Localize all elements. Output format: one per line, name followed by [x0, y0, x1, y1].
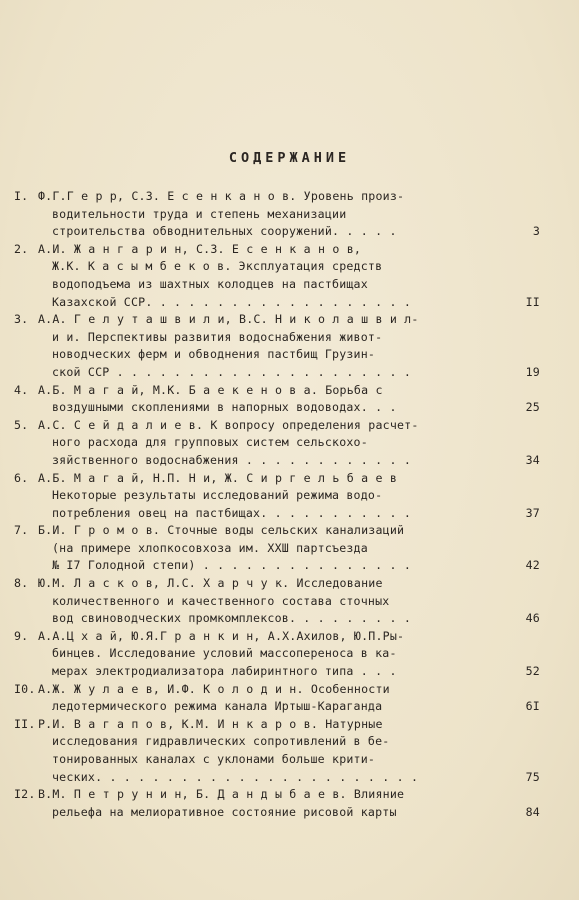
- entry-text-line: Казахской ССР. . . . . . . . . . . . . . . . . . .: [52, 294, 412, 309]
- entry-line: [14, 716, 574, 734]
- entry-line: [14, 294, 574, 312]
- entry-text-line: тонированных каналах с уклонами больше крити-: [52, 752, 376, 766]
- entry-line: [14, 206, 574, 224]
- entry-line: [14, 223, 574, 241]
- entry-line: [14, 698, 574, 716]
- entry-line: [14, 470, 574, 488]
- contents-entry: [14, 382, 574, 417]
- entry-line: [14, 346, 574, 364]
- entry-page-number: 3: [532, 224, 540, 239]
- entry-number: 9.: [14, 628, 29, 643]
- entry-page-number: 37: [525, 505, 540, 520]
- entry-line: [14, 663, 574, 681]
- entry-line: [14, 593, 574, 611]
- entry-text-line: ного расхода для групповых систем сельскохо-: [52, 435, 368, 450]
- contents-entry: [14, 311, 574, 381]
- contents-entry: [14, 716, 574, 786]
- entry-number: 7.: [14, 523, 29, 538]
- entry-line: [14, 452, 574, 470]
- entry-text-line: количественного и качественного состава сточных: [52, 593, 390, 608]
- entry-text-line: Некоторые результаты исследований режима водо-: [52, 488, 383, 503]
- entry-page-number: 25: [525, 400, 540, 415]
- entry-number: 8.: [14, 576, 29, 591]
- entry-text-line: (на примере хлопкосовхоза им. XXШ партсъезда: [52, 540, 368, 555]
- entry-text-line: А.Б. М а г а й, Н.П. Н и, Ж. С и р г е л ь б а е в: [38, 470, 398, 485]
- entry-page-number: 34: [525, 452, 540, 467]
- entry-text-line: А.И. Ж а н г а р и н, С.З. Е с е н к а н о в,: [38, 241, 362, 256]
- entry-text-line: потребления овец на пастбищах. . . . . . . . . . .: [52, 505, 412, 520]
- entry-text-line: А.А. Г е л у т а ш в и л и, В.С. Н и к о л а ш в и л-: [38, 312, 419, 327]
- entry-number: 6.: [14, 470, 29, 485]
- entry-line: [14, 522, 574, 540]
- entry-text-line: Б.И. Г р о м о в. Сточные воды сельских канализаций: [38, 523, 405, 538]
- entry-text-line: А.Б. М а г а й, М.К. Б а е к е н о в а. Борьба с: [38, 382, 383, 397]
- entry-line: [14, 241, 574, 259]
- entry-number: II.: [14, 716, 36, 731]
- contents-entry: [14, 188, 574, 241]
- entry-text-line: А.С. С е й д а л и е в. К вопросу определения расчет-: [38, 417, 419, 432]
- entry-page-number: 42: [525, 558, 540, 573]
- entry-line: [14, 311, 574, 329]
- entry-page-number: 46: [525, 611, 540, 626]
- entry-line: [14, 610, 574, 628]
- entry-text-line: мерах электродиализатора лабиринтного типа . . .: [52, 664, 397, 679]
- entry-line: [14, 769, 574, 787]
- entry-text-line: ской ССР . . . . . . . . . . . . . . . . . . . . .: [52, 364, 412, 379]
- contents-entry: [14, 417, 574, 470]
- entry-page-number: 75: [525, 769, 540, 784]
- entry-line: [14, 382, 574, 400]
- entry-page-number: 6I: [525, 699, 540, 714]
- contents-list: [14, 188, 574, 821]
- contents-entry: [14, 628, 574, 681]
- entry-line: [14, 505, 574, 523]
- entry-text-line: бинцев. Исследование условий массопереноса в ка-: [52, 646, 397, 661]
- entry-text-line: строительства обводнительных сооружений. . . . .: [52, 224, 397, 239]
- entry-line: [14, 258, 574, 276]
- entry-line: [14, 628, 574, 646]
- entry-text-line: Ж.К. К а с ы м б е к о в. Эксплуатация средств: [52, 259, 383, 274]
- entry-line: [14, 557, 574, 575]
- entry-line: [14, 751, 574, 769]
- entry-line: [14, 399, 574, 417]
- entry-text-line: исследования гидравлических сопротивлений в бе-: [52, 734, 390, 749]
- entry-line: [14, 487, 574, 505]
- entry-text-line: новодческих ферм и обводнения пастбищ Грузин-: [52, 347, 376, 362]
- entry-line: [14, 645, 574, 663]
- entry-text-line: В.М. П е т р у н и н, Б. Д а н д ы б а е в. Влияние: [38, 787, 405, 802]
- entry-text-line: ледотермического режима канала Иртыш-Караганда: [52, 699, 383, 714]
- entry-number: I.: [14, 189, 29, 203]
- contents-entry: [14, 681, 574, 716]
- contents-entry: [14, 786, 574, 821]
- entry-text-line: № I7 Голодной степи) . . . . . . . . . . . . . . .: [52, 558, 412, 573]
- entry-text-line: А.А.Ц х а й, Ю.Я.Г р а н к и н, А.Х.Ахилов, Ю.П.Ры-: [38, 628, 405, 643]
- entry-page-number: II: [525, 294, 540, 309]
- entry-line: [14, 364, 574, 382]
- contents-entry: [14, 241, 574, 311]
- entry-number: I0.: [14, 681, 36, 696]
- entry-line: [14, 540, 574, 558]
- entry-page-number: 84: [525, 804, 540, 819]
- entry-text-line: Ю.М. Л а с к о в, Л.С. Х а р ч у к. Исследование: [38, 576, 383, 591]
- entry-line: [14, 733, 574, 751]
- contents-entry: [14, 470, 574, 523]
- entry-number: 2.: [14, 241, 29, 256]
- entry-text-line: вод свиноводческих промкомплексов. . . . . . . . .: [52, 611, 412, 626]
- entry-line: [14, 329, 574, 347]
- entry-line: [14, 804, 574, 822]
- entry-text-line: А.Ж. Ж у л а е в, И.Ф. К о л о д и н. Особенности: [38, 681, 390, 696]
- entry-number: 4.: [14, 382, 29, 397]
- contents-entry: [14, 522, 574, 575]
- entry-text-line: зяйственного водоснабжения . . . . . . . . . . . .: [52, 452, 412, 467]
- entry-text-line: Ф.Г.Г е р р, С.З. Е с е н к а н о в. Уровень произ-: [38, 189, 405, 203]
- entry-number: 5.: [14, 417, 29, 432]
- entry-text-line: воздушными скоплениями в напорных водоводах. . .: [52, 400, 397, 415]
- entry-line: [14, 417, 574, 435]
- entry-line: [14, 188, 574, 206]
- entry-text-line: водительности труда и степень механизации: [52, 206, 347, 221]
- entry-number: 3.: [14, 312, 29, 327]
- entry-text-line: водоподъема из шахтных колодцев на пастбищах: [52, 276, 368, 291]
- entry-page-number: 52: [525, 664, 540, 679]
- entry-line: [14, 434, 574, 452]
- entry-number: I2.: [14, 787, 36, 802]
- entry-text-line: ческих. . . . . . . . . . . . . . . . . . . . . . .: [52, 769, 419, 784]
- contents-entry: [14, 575, 574, 628]
- entry-line: [14, 276, 574, 294]
- entry-line: [14, 786, 574, 804]
- entry-page-number: 19: [525, 364, 540, 379]
- entry-line: [14, 575, 574, 593]
- entry-line: [14, 681, 574, 699]
- entry-text-line: рельефа на мелиоративное состояние рисовой карты: [52, 804, 397, 819]
- entry-text-line: Р.И. В а г а п о в, К.М. И н к а р о в. Натурные: [38, 716, 383, 731]
- page-heading: СОДЕРЖАНИЕ: [228, 150, 351, 166]
- entry-text-line: и и. Перспективы развития водоснабжения живот-: [52, 329, 383, 344]
